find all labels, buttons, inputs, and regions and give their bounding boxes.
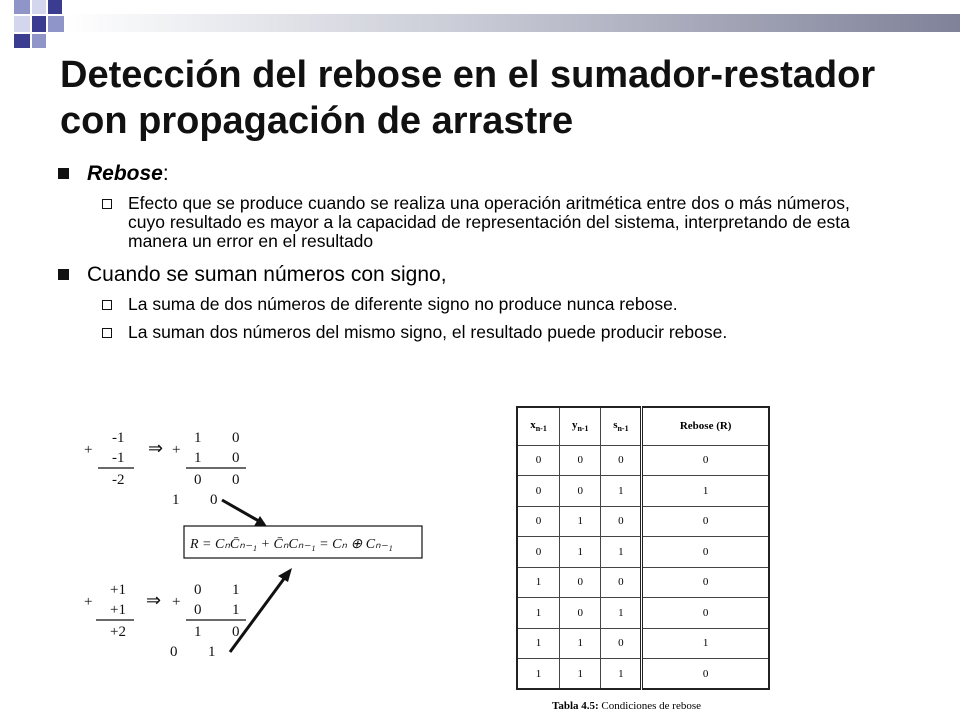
- table-header-row: [517, 407, 769, 445]
- bit: 0: [232, 450, 240, 466]
- table-cell: 0: [642, 445, 769, 476]
- plus-sign: +: [84, 442, 93, 458]
- bit: 1: [194, 624, 202, 640]
- table-row: [517, 506, 769, 537]
- bit: 0: [232, 624, 240, 640]
- overflow-truth-table: [516, 406, 770, 690]
- table-cell: 0: [642, 506, 769, 537]
- carry-bit: 1: [208, 644, 216, 660]
- bullet-text: Cuando se suman números con signo,: [87, 263, 447, 286]
- column-header: Rebose (R): [642, 407, 769, 445]
- implies-arrow: ⇒: [146, 590, 162, 610]
- decor-square: [32, 16, 46, 32]
- table-cell: 1: [601, 537, 642, 568]
- decor-square: [14, 34, 30, 48]
- table-cell: 0: [642, 567, 769, 598]
- table-cell: 0: [642, 659, 769, 690]
- hollow-square-bullet-icon: [102, 199, 112, 209]
- overflow-examples-figure: [70, 420, 430, 670]
- decor-square: [14, 16, 30, 32]
- table-cell: 1: [642, 628, 769, 659]
- bit: 0: [194, 582, 202, 598]
- table-row: [517, 476, 769, 507]
- bullet-signed: [58, 263, 918, 287]
- decor-square: [48, 0, 62, 14]
- table-cell: 1: [601, 598, 642, 629]
- bit: 0: [194, 602, 202, 618]
- table-cell: 1: [517, 628, 560, 659]
- operand-b: -1: [112, 450, 125, 466]
- square-bullet-icon: [58, 269, 69, 280]
- sub-bullet: [102, 295, 918, 314]
- carry-bit: 0: [210, 492, 218, 508]
- table-cell: 0: [601, 628, 642, 659]
- plus-sign: +: [172, 442, 181, 458]
- decor-square: [48, 16, 64, 32]
- bit: 0: [232, 472, 240, 488]
- table-row: [517, 567, 769, 598]
- table-cell: 1: [560, 659, 601, 690]
- bullet-rebose: [58, 162, 918, 186]
- sum-result: +2: [110, 624, 126, 640]
- decor-square: [32, 34, 46, 48]
- bullet-term: Rebose: [87, 162, 163, 185]
- column-header: $s_{n-1}$: [601, 407, 642, 445]
- table-cell: 1: [642, 476, 769, 507]
- sub-bullet-text: La suman dos números del mismo signo, el resultado puede producir rebose.: [128, 322, 728, 342]
- bit: 0: [232, 430, 240, 446]
- bit: 1: [194, 450, 202, 466]
- slide-title: Detección del rebose en el sumador-restador con propagación de arrastre: [60, 54, 876, 142]
- implies-arrow: ⇒: [148, 438, 164, 458]
- bit: 1: [194, 430, 202, 446]
- table-cell: 0: [642, 598, 769, 629]
- bit: 1: [232, 602, 240, 618]
- table-cell: 1: [560, 506, 601, 537]
- decor-square: [32, 0, 46, 14]
- sub-bullet: [102, 323, 918, 342]
- plus-sign: +: [172, 594, 181, 610]
- column-header: $x_{n-1}$: [517, 407, 560, 445]
- sub-bullet-text: Efecto que se produce cuando se realiza una operación aritmética entre dos o más números, cuyo resultado es mayor a la capacidad de representación del sistema, interpretando de esta manera un error en el resultado: [128, 193, 850, 251]
- arrow-head: [278, 568, 292, 582]
- overflow-table-figure: [512, 406, 772, 712]
- table-cell: 0: [517, 506, 560, 537]
- bit: 0: [194, 472, 202, 488]
- overflow-formula: R = CₙC̄ₙ₋₁ + C̄ₙCₙ₋₁ = Cₙ ⊕ Cₙ₋₁: [190, 537, 393, 552]
- table-cell: 1: [517, 567, 560, 598]
- operand-a: -1: [112, 430, 125, 446]
- column-header: $y_{n-1}$: [560, 407, 601, 445]
- table-cell: 1: [560, 628, 601, 659]
- sub-bullet-text: La suma de dos números de diferente signo no produce nunca rebose.: [128, 294, 678, 314]
- table-row: [517, 445, 769, 476]
- table-cell: 1: [517, 598, 560, 629]
- bullet-suffix: :: [162, 162, 169, 185]
- table-body: [517, 445, 769, 689]
- sum-result: -2: [112, 472, 125, 488]
- carry-bit: 0: [170, 644, 178, 660]
- slide-content: [58, 162, 918, 342]
- header-gradient-bar: [64, 14, 960, 32]
- table-cell: 0: [560, 598, 601, 629]
- hollow-square-bullet-icon: [102, 328, 112, 338]
- operand-b: +1: [110, 602, 126, 618]
- operand-a: +1: [110, 582, 126, 598]
- table-cell: 0: [642, 537, 769, 568]
- table-row: [517, 598, 769, 629]
- table-cell: 0: [517, 537, 560, 568]
- sub-bullet: [102, 194, 918, 251]
- table-cell: 1: [601, 659, 642, 690]
- table-caption: Tabla 4.5: Condiciones de rebose: [552, 700, 702, 712]
- table-row: [517, 628, 769, 659]
- table-cell: 0: [601, 567, 642, 598]
- decor-square: [14, 0, 30, 14]
- table-cell: 1: [560, 537, 601, 568]
- table-cell: 0: [560, 567, 601, 598]
- table-row: [517, 659, 769, 690]
- hollow-square-bullet-icon: [102, 300, 112, 310]
- table-cell: 0: [560, 476, 601, 507]
- table-cell: 1: [601, 476, 642, 507]
- table-cell: 0: [517, 476, 560, 507]
- table-cell: 1: [517, 659, 560, 690]
- table-cell: 0: [560, 445, 601, 476]
- table-cell: 0: [517, 445, 560, 476]
- table-cell: 0: [601, 506, 642, 537]
- table-cell: 0: [601, 445, 642, 476]
- bit: 1: [232, 582, 240, 598]
- table-row: [517, 537, 769, 568]
- plus-sign: +: [84, 594, 93, 610]
- carry-bit: 1: [172, 492, 180, 508]
- square-bullet-icon: [58, 168, 69, 179]
